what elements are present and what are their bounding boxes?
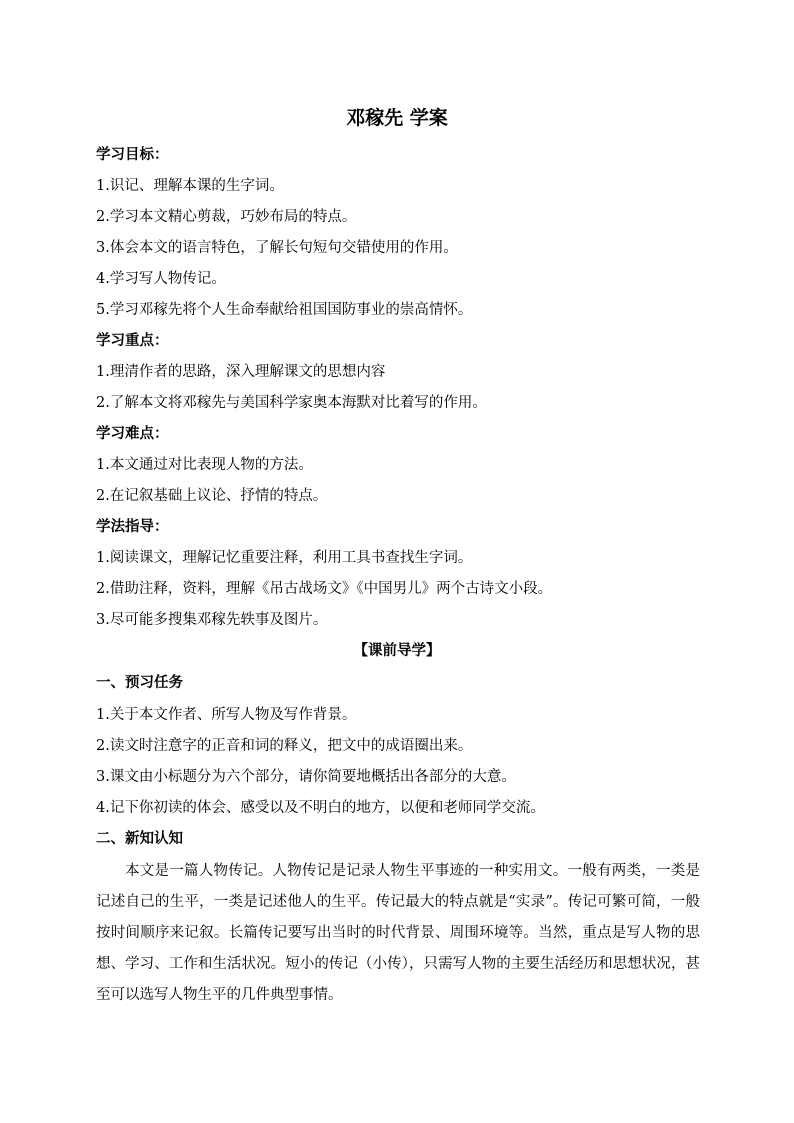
- objective-item: 1.识记、理解本课的生字词。: [96, 178, 284, 194]
- new-knowledge-paragraph: 本文是一篇人物传记。人物传记是记录人物生平事迹的一种实用文。一般有两类，一类是记述自己的生平，一类是记述他人的生平。传记最大的特点就是“实录”。传记可繁可简，一般按时间顺序来记叙。长篇传记要写出当时的时代背景、周围环境等。当然，重点是写人物的思想、学习、工作和生活状况。短小的传记（小传），只需写人物的主要生活经历和思想状况，甚至可以选写人物生平的几件典型事情。: [96, 863, 700, 1003]
- objectives-heading: 学习目标：: [96, 147, 169, 163]
- objective-item: 5.学习邓稼先将个人生命奉献给祖国国防事业的崇高情怀。: [96, 302, 473, 318]
- objective-item: 4.学习写人物传记。: [96, 271, 226, 287]
- method-item: 1.阅读课文，理解记忆重要注释，利用工具书查找生字词。: [96, 550, 473, 566]
- key-points-heading: 学习重点：: [96, 333, 169, 349]
- section-banner: 【课前导学】: [353, 643, 441, 659]
- preview-item: 2.读文时注意字的正音和词的释义，把文中的成语圈出来。: [96, 738, 473, 754]
- method-heading: 学法指导：: [96, 519, 169, 535]
- preview-heading: 一、预习任务: [96, 675, 183, 691]
- preview-item: 3.课文由小标题分为六个部分，请你简要地概括出各部分的大意。: [96, 769, 516, 785]
- objective-item: 3.体会本文的语言特色，了解长句短句交错使用的作用。: [96, 240, 458, 256]
- difficulty-item: 2.在记叙基础上议论、抒情的特点。: [96, 488, 328, 504]
- method-item: 2.借助注释，资料，理解《吊古战场文》《中国男儿》两个古诗文小段。: [96, 581, 553, 597]
- preview-item: 1.关于本文作者、所写人物及写作背景。: [96, 707, 357, 723]
- method-item: 3.尽可能多搜集邓稼先轶事及图片。: [96, 612, 328, 628]
- key-point-item: 2.了解本文将邓稼先与美国科学家奥本海默对比着写的作用。: [96, 395, 487, 411]
- new-knowledge-heading: 二、新知认知: [96, 831, 183, 847]
- difficulty-item: 1.本文通过对比表现人物的方法。: [96, 457, 313, 473]
- difficulties-heading: 学习难点：: [96, 426, 169, 442]
- preview-item: 4.记下你初读的体会、感受以及不明白的地方，以便和老师同学交流。: [96, 800, 545, 816]
- key-point-item: 1.理清作者的思路，深入理解课文的思想内容: [96, 364, 386, 380]
- objective-item: 2.学习本文精心剪裁，巧妙布局的特点。: [96, 209, 357, 225]
- page-title: 邓稼先 学案: [346, 107, 448, 129]
